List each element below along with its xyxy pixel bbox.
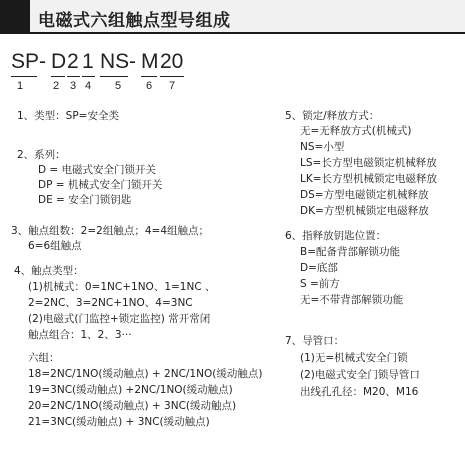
series-dp: DP = 机械式安全门锁开关 — [38, 179, 163, 191]
key-position-s: S =前方 — [300, 278, 340, 290]
code-index-7: 7 — [169, 80, 176, 92]
underline-7 — [160, 76, 184, 77]
header-divider — [0, 32, 465, 34]
section-5-title: 5、锁定/释放方式： — [285, 110, 380, 122]
underline-2 — [51, 76, 65, 77]
six-group-20: 20=2NC/1NO(缓动触点) + 3NC(缓动触点) — [28, 400, 237, 412]
release-lk: LK=长方型机械锁定电磁释放 — [300, 173, 438, 185]
code-index-2: 2 — [53, 80, 60, 92]
six-group-18: 18=2NC/1NO(缓动触点) + 2NC/1NO(缓动触点) — [28, 368, 263, 380]
release-ds: DS=方型电磁锁定机械释放 — [300, 189, 429, 201]
release-ls: LS=长方型电磁锁定机械释放 — [300, 157, 437, 169]
contact-combination: 触点组合：1、2、3··· — [28, 329, 132, 341]
header-accent-bar — [0, 0, 30, 34]
code-part-d: D — [51, 50, 67, 73]
series-d: D = 电磁式安全门锁开关 — [38, 164, 157, 176]
six-group-21: 21=3NC(缓动触点) + 3NC(缓动触点) — [28, 416, 210, 428]
page-header — [0, 0, 465, 34]
underline-4 — [82, 76, 95, 77]
code-part-m: M — [141, 50, 159, 73]
section-3-contact-groups: 3、触点组数：2=2组触点；4=4组触点； — [11, 225, 209, 237]
code-part-sp: SP — [11, 50, 40, 73]
code-part-1: 1 — [82, 50, 94, 73]
six-group-title: 六组： — [28, 352, 60, 364]
conduit-hole-diameter: 出线孔孔径：M20、M16 — [300, 386, 419, 398]
code-dash-2: - — [129, 50, 136, 73]
code-part-20: 20 — [160, 50, 184, 73]
contact-mechanical: (1)机械式：0=1NC+1NO、1=1NC 、 — [28, 281, 216, 293]
code-index-1: 1 — [17, 80, 24, 92]
underline-3 — [67, 76, 80, 77]
code-dash-1: - — [39, 50, 46, 73]
page-title: 电磁式六组触点型号组成 — [38, 11, 231, 31]
release-ns: NS=小型 — [300, 141, 345, 153]
code-part-2: 2 — [67, 50, 79, 73]
section-7-title: 7、导管口： — [285, 335, 345, 347]
key-position-d: D=底部 — [300, 262, 338, 274]
conduit-mechanical: (1)无=机械式安全门锁 — [300, 352, 408, 364]
section-4-title: 4、触点类型： — [14, 265, 84, 277]
section-6-title: 6、指释放钥匙位置： — [285, 230, 387, 242]
code-index-5: 5 — [115, 80, 122, 92]
code-index-6: 6 — [146, 80, 153, 92]
section-3-line-2: 6=6组触点 — [28, 240, 82, 252]
code-index-3: 3 — [70, 80, 77, 92]
conduit-electromagnetic: (2)电磁式安全门锁导管口 — [300, 369, 420, 381]
key-position-none: 无=不带背部解锁功能 — [300, 294, 404, 306]
series-de: DE = 安全门锁钥匙 — [38, 194, 132, 206]
code-part-ns: NS — [100, 50, 130, 73]
underline-1 — [11, 76, 37, 77]
underline-6 — [141, 76, 157, 77]
release-none: 无=无释放方式(机械式) — [300, 125, 412, 137]
section-1-type: 1、类型：SP=安全类 — [17, 110, 119, 122]
contact-electromagnetic: (2)电磁式(门监控+锁定监控) 常开常闭 — [28, 313, 211, 325]
release-dk: DK=方型机械锁定电磁释放 — [300, 205, 429, 217]
code-index-4: 4 — [85, 80, 92, 92]
underline-5 — [100, 76, 128, 77]
key-position-b: B=配备背部解锁功能 — [300, 246, 401, 258]
section-2-title: 2、系列： — [17, 149, 66, 161]
contact-mechanical-2: 2=2NC、3=2NC+1NO、4=3NC — [28, 297, 193, 309]
six-group-19: 19=3NC(缓动触点) +2NC/1NO(缓动触点) — [28, 384, 233, 396]
